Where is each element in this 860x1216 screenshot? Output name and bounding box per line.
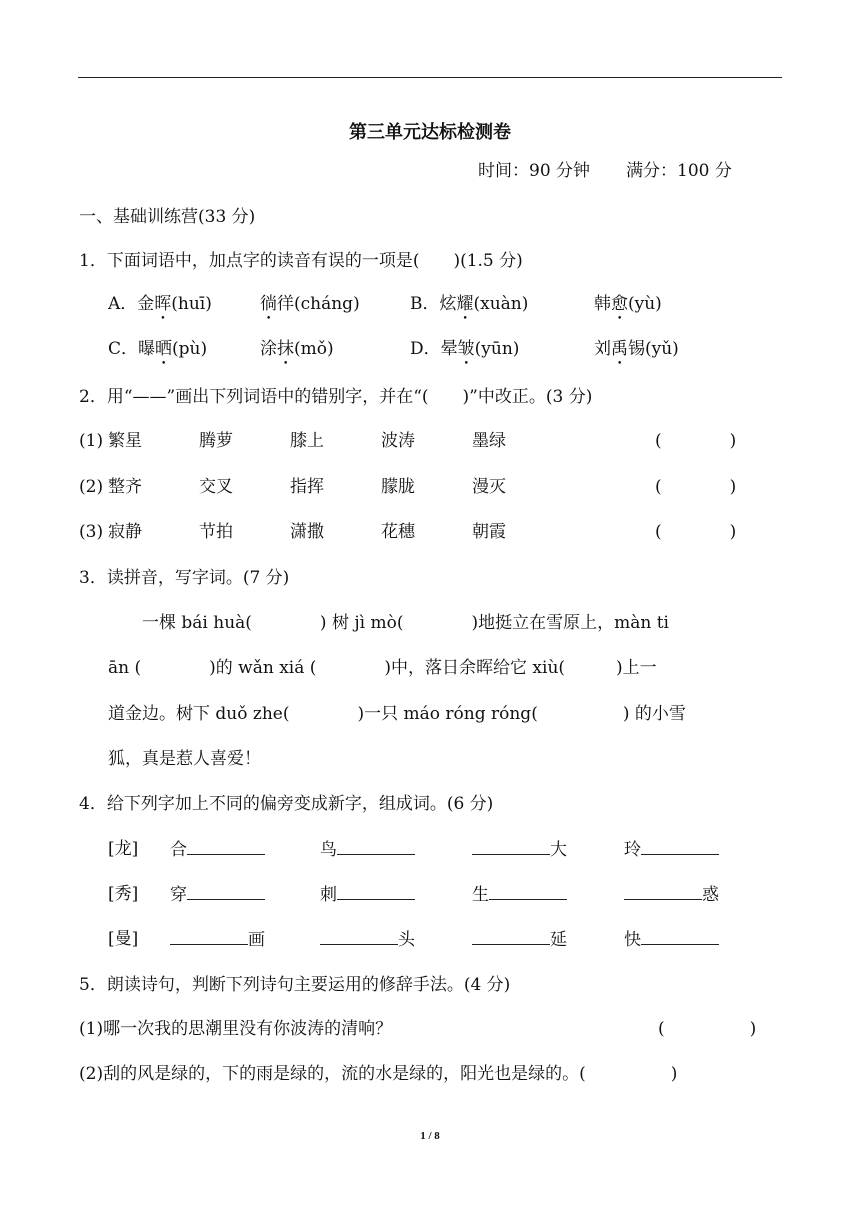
q3-stem: 3．读拼音，写字词。(7 分): [79, 568, 290, 588]
q1-option-d-word2: 刘禹锡(yǔ): [594, 339, 679, 359]
answer-paren[interactable]: ( ): [655, 522, 737, 542]
q3-passage-line: ān ( )的 wǎn xiá ( )中，落日余晖给它 xiù( )上一: [108, 658, 657, 678]
top-rule: [78, 77, 782, 78]
q1-option-a-word2: 徜徉(cháng): [260, 294, 360, 314]
section-heading: 一、基础训练营(33 分): [79, 207, 256, 227]
word: 整齐: [108, 477, 142, 497]
q1-option-d: D．晕皱(yūn): [410, 339, 520, 359]
option-label: B．: [410, 294, 440, 314]
option-label: A．: [108, 294, 138, 314]
q1-option-b-word2: 韩愈(yù): [594, 294, 662, 314]
fill-item[interactable]: 快: [624, 928, 719, 951]
row-number: (2): [79, 477, 104, 497]
word: 指挥: [290, 477, 324, 497]
fill-item[interactable]: 画: [170, 928, 265, 951]
q5-item: (1)哪一次我的思潮里没有你波涛的清响？: [79, 1019, 393, 1039]
word: 花穗: [381, 522, 415, 542]
page-title: 第三单元达标检测卷: [349, 122, 511, 143]
fill-item[interactable]: 生: [472, 883, 567, 906]
q4-stem: 4．给下列字加上不同的偏旁变成新字，组成词。(6 分): [79, 794, 494, 814]
dotted-char: 禹: [611, 339, 628, 359]
fill-item[interactable]: 刺: [320, 883, 415, 906]
answer-paren[interactable]: ( ): [658, 1019, 757, 1039]
fill-item[interactable]: 大: [472, 838, 567, 861]
answer-paren[interactable]: ( ): [655, 477, 737, 497]
word: 漫灭: [472, 477, 506, 497]
root-char: [秀]: [108, 884, 139, 904]
word: 朝霞: [472, 522, 506, 542]
word: 墨绿: [472, 431, 506, 451]
fill-item[interactable]: 头: [320, 928, 415, 951]
word: 繁星: [108, 431, 142, 451]
q1-option-c-word2: 涂抹(mǒ): [260, 339, 334, 359]
q2-stem: 2．用“——”画出下列词语中的错别字，并在“( )”中改正。(3 分): [79, 387, 593, 407]
q3-passage-line: 一棵 bái huà( ) 树 jì mò( )地挺立在雪原上，màn ti: [108, 613, 669, 633]
word: 朦胧: [381, 477, 415, 497]
q1-stem: 1．下面词语中，加点字的读音有误的一项是( )(1.5 分): [79, 251, 523, 271]
page-number: 1 / 8: [420, 1130, 440, 1142]
q3-passage-line: 道金边。树下 duǒ zhe( )一只 máo róng róng( ) 的小雪: [108, 704, 686, 724]
exam-time: 时间：90 分钟: [478, 161, 591, 181]
row-number: (3): [79, 522, 104, 542]
word: 寂静: [108, 522, 142, 542]
fill-item[interactable]: 鸟: [320, 838, 415, 861]
q1-option-a: A．金晖(huī): [108, 294, 212, 314]
fill-item[interactable]: 延: [472, 928, 567, 951]
dotted-char: 抹: [277, 339, 294, 359]
dotted-char: 徜: [260, 294, 277, 314]
dotted-char: 愈: [611, 294, 628, 314]
q5-stem: 5．朗读诗句，判断下列诗句主要运用的修辞手法。(4 分): [79, 975, 511, 995]
option-label: C．: [108, 339, 139, 359]
dotted-char: 皱: [457, 339, 475, 359]
exam-score: 满分：100 分: [626, 161, 732, 181]
fill-item[interactable]: 合: [170, 838, 265, 861]
q1-option-b: B．炫耀(xuàn): [410, 294, 529, 314]
q3-passage-line: 狐，真是惹人喜爱！: [108, 749, 261, 769]
word: 潇撒: [290, 522, 324, 542]
fill-item[interactable]: 玲: [624, 838, 719, 861]
word: 交叉: [199, 477, 233, 497]
root-char: [曼]: [108, 929, 139, 949]
word: 腾萝: [199, 431, 233, 451]
q1-option-c: C．曝晒(pù): [108, 339, 208, 359]
root-char: [龙]: [108, 839, 139, 859]
option-label: D．: [410, 339, 441, 359]
answer-paren[interactable]: ( ): [655, 431, 737, 451]
dotted-char: 晖: [154, 294, 172, 314]
fill-item[interactable]: 惑: [624, 883, 719, 906]
dotted-char: 耀: [456, 294, 474, 314]
word: 膝上: [290, 431, 324, 451]
word: 节拍: [199, 522, 233, 542]
q5-item: (2)刮的风是绿的，下的雨是绿的，流的水是绿的，阳光也是绿的。( ): [79, 1064, 678, 1084]
fill-item[interactable]: 穿: [170, 883, 265, 906]
word: 波涛: [381, 431, 415, 451]
dotted-char: 晒: [155, 339, 173, 359]
row-number: (1): [79, 431, 104, 451]
